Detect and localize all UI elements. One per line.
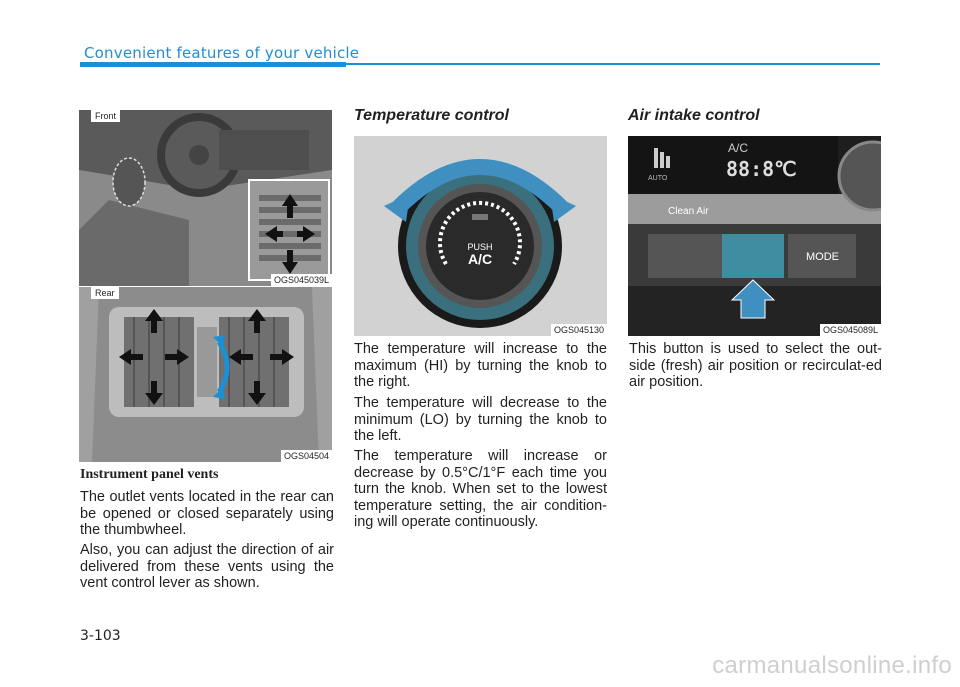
- air-intake-illustration: [628, 136, 881, 336]
- col2-paragraph-1: The temperature will increase to the maximum (HI) by turning the knob to the right.: [354, 341, 607, 390]
- push-text: PUSH: [467, 242, 493, 252]
- knob-figure-code: OGS045130: [551, 324, 607, 336]
- header-rule-thin: [346, 63, 880, 65]
- intake-figure-code: OGS045089L: [820, 324, 881, 336]
- temperature-knob-illustration: [354, 136, 607, 336]
- instrument-panel-vents-heading: Instrument panel vents: [80, 467, 219, 482]
- col3-paragraph-1: This button is used to select the out-side (fresh) air position or recirculat-ed air position.: [629, 341, 882, 390]
- front-dashboard-illustration: [79, 110, 332, 286]
- watermark: carmanualsonline.info: [712, 652, 952, 679]
- ac-text: A/C: [467, 251, 493, 267]
- rear-label: Rear: [91, 287, 119, 299]
- page-number: 3-103: [80, 628, 121, 644]
- col1-paragraph-2: Also, you can adjust the direction of air delivered from these vents using the vent control lever as shown.: [80, 542, 334, 591]
- air-intake-figure: [628, 136, 881, 336]
- col1-paragraph-1: The outlet vents located in the rear can be opened or closed separately using the thumbwheel.: [80, 489, 334, 538]
- col2-paragraph-2: The temperature will decrease to the minimum (LO) by turning the knob to the left.: [354, 395, 607, 444]
- temperature-control-heading: Temperature control: [354, 107, 509, 124]
- temperature-knob-figure: [354, 136, 607, 336]
- air-intake-control-heading: Air intake control: [628, 107, 760, 124]
- rear-vents-illustration: [79, 287, 332, 462]
- section-title: Convenient features of your vehicle: [84, 44, 360, 62]
- header-rule-thick: [80, 62, 346, 67]
- mode-text: MODE: [806, 251, 839, 263]
- front-vents-figure: [79, 110, 332, 286]
- rear-vents-figure: [79, 287, 332, 462]
- front-figure-code: OGS045039L: [271, 274, 332, 286]
- clean-air-text: Clean Air: [668, 206, 709, 217]
- temp-display-text: 88:8℃: [726, 157, 797, 181]
- col2-paragraph-3: The temperature will increase or decrease by 0.5°C/1°F each time you turn the knob. When set to the lowest temperature setting, the air condition-ing will operate continuously.: [354, 448, 607, 530]
- rear-figure-code: OGS04504: [281, 450, 332, 462]
- ac-display-text: A/C: [728, 141, 749, 155]
- front-label: Front: [91, 110, 120, 122]
- auto-text: AUTO: [648, 175, 668, 182]
